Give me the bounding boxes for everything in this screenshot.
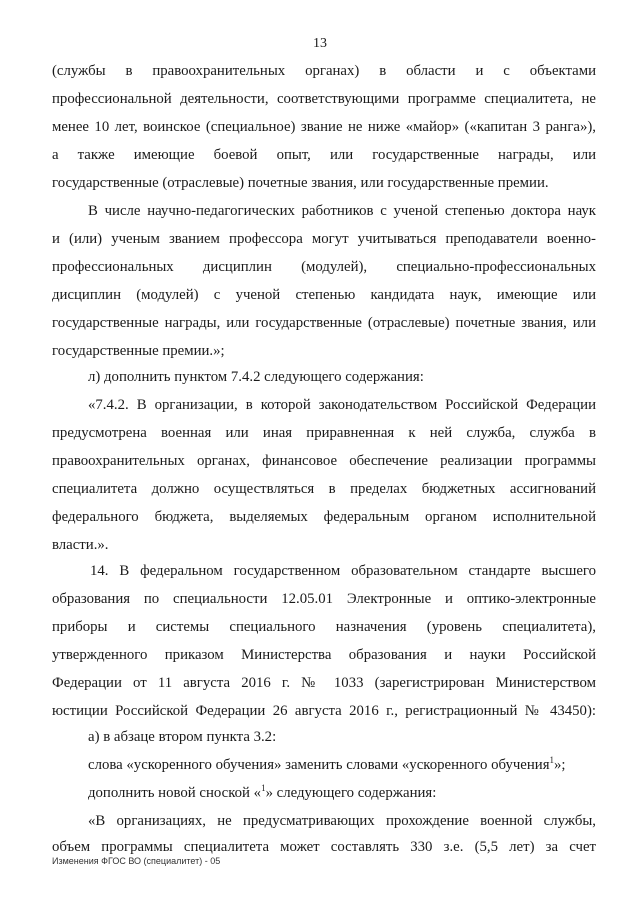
text-line: юстиции Российской Федерации 26 августа 2016 г., регистрационный № 43450): (52, 703, 596, 719)
footnote-mark: 1 (549, 755, 555, 766)
page-footer: Изменения ФГОС ВО (специалитет) - 05 (52, 856, 221, 866)
text-line: приборы и системы специального назначения (уровень специалитета), (52, 619, 596, 635)
text-line: предусмотрена военная или иная приравненная к ней служба, служба в (52, 425, 596, 441)
text-line: государственные награды, или государственные (отраслевые) почетные звания, или (52, 315, 596, 331)
text-line: а) в абзаце втором пункта 3.2: (88, 729, 277, 745)
text-line: л) дополнить пунктом 7.4.2 следующего содержания: (88, 369, 424, 385)
text-line: федерального бюджета, выделяемых федеральным органом исполнительной (52, 509, 596, 525)
text-line: объем программы специалитета может составлять 330 з.е. (5,5 лет) за счет (52, 839, 596, 855)
text-fragment: » следующего содержания: (265, 785, 437, 801)
text-line: 14. В федеральном государственном образовательном стандарте высшего (90, 563, 596, 579)
text-line: «В организациях, не предусматривающих прохождение военной службы, (88, 813, 596, 829)
text-fragment: дополнить новой сноской « (88, 785, 262, 801)
text-line: государственные (отраслевые) почетные звания, или государственные премии. (52, 175, 549, 191)
text-line: «7.4.2. В организации, в которой законодательством Российской Федерации (88, 397, 596, 413)
text-line: и (или) ученым званием профессора могут учитываться преподаватели военно- (52, 231, 596, 247)
text-line: профессиональной деятельности, соответствующими программе специалитета, не (52, 91, 596, 107)
text-line: правоохранительных органах, финансовое обеспечение реализации программы (52, 453, 596, 469)
text-line: утвержденного приказом Министерства образования и науки Российской (52, 647, 596, 663)
text-line: профессиональных дисциплин (модулей), специально-профессиональных (52, 259, 596, 275)
text-line-with-footnote (88, 784, 596, 802)
text-line: а также имеющие боевой опыт, или государственные награды, или (52, 147, 596, 163)
text-line: специалитета должно осуществляться в пределах бюджетных ассигнований (52, 481, 596, 497)
text-line: (службы в правоохранительных органах) в области и с объектами (52, 63, 596, 79)
text-line: В числе научно-педагогических работников с ученой степенью доктора наук (88, 203, 596, 219)
text-line: власти.». (52, 537, 109, 553)
page-number: 13 (313, 36, 327, 51)
footnote-mark: 1 (261, 783, 266, 794)
text-fragment: »; (554, 757, 566, 773)
text-line: менее 10 лет, воинское (специальное) звание не ниже «майор» («капитан 3 ранга»), (52, 119, 596, 135)
text-line: Федерации от 11 августа 2016 г. № 1033 (зарегистрирован Министерством (52, 675, 596, 691)
text-line: образования по специальности 12.05.01 Электронные и оптико-электронные (52, 591, 596, 607)
text-line: государственные премии.»; (52, 343, 225, 359)
text-line: дисциплин (модулей) с ученой степенью кандидата наук, имеющие или (52, 287, 596, 303)
text-fragment: слова «ускоренного обучения» заменить словами «ускоренного обучения (88, 757, 550, 773)
text-line-with-footnote (88, 756, 596, 774)
